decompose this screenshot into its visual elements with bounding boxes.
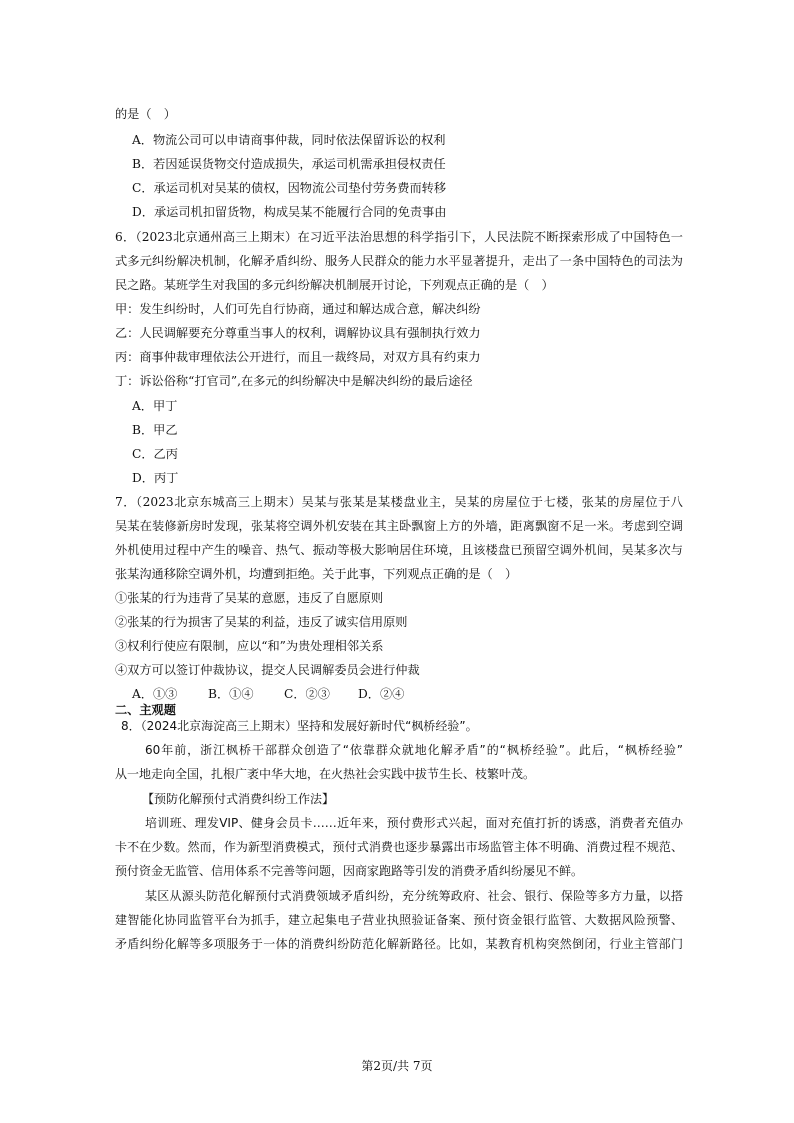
q7-options-row bbox=[132, 686, 404, 702]
q6-statement-jia: 甲：发生纠纷时，人们可先自行协商，通过和解达成合意，解决纠纷 bbox=[115, 302, 481, 316]
q6-option-b: B．甲乙 bbox=[132, 423, 178, 437]
q8-para1-line-1: 60年前，浙江枫桥干部群众创造了“依靠群众就地化解矛盾”的“枫桥经验”。此后，“枫桥经验” bbox=[145, 743, 683, 757]
q7-statement-1: ①张某的行为违背了吴某的意愿，违反了自愿原则 bbox=[115, 591, 384, 605]
q8-para3-line-2: 建智能化协同监管平台为抓手，建立起集电子营业执照验证备案、预付资金银行监管、大数据风险预警、 bbox=[115, 913, 683, 927]
q6-statement-bing: 丙：商事仲裁审理依法公开进行，而且一裁终局，对双方具有约束力 bbox=[115, 350, 481, 364]
q7-stem-line-1: 7．（2023北京东城高三上期末）吴某与张某是某楼盘业主，吴某的房屋位于七楼，张某的房屋位于八 bbox=[115, 495, 683, 509]
q7-option-a: A．①③ bbox=[132, 687, 178, 701]
q7-statement-2: ②张某的行为损害了吴某的利益，违反了诚实信用原则 bbox=[115, 615, 408, 629]
q7-stem-line-2: 吴某在装修新房时发现，张某将空调外机安装在其主卧飘窗上方的外墙，距离飘窗不足一米。考虑到空调 bbox=[115, 519, 683, 533]
q5-option-c: C．承运司机对吴某的债权，因物流公司垫付劳务费而转移 bbox=[132, 181, 447, 195]
q7-statement-4: ④双方可以签订仲裁协议，提交人民调解委员会进行仲裁 bbox=[115, 663, 420, 677]
q6-statement-ding: 丁：诉讼俗称“打官司”,在多元的纠纷解决中是解决纠纷的最后途径 bbox=[115, 374, 473, 388]
q6-stem-line-3: 民之路。某班学生对我国的多元纠纷解决机制展开讨论，下列观点正确的是（ ） bbox=[115, 278, 554, 292]
q7-statement-3: ③权利行使应有限制，应以“和”为贵处理相邻关系 bbox=[115, 639, 384, 653]
q6-option-d: D．丙丁 bbox=[132, 471, 179, 485]
q8-para3-line-3: 矛盾纠纷化解等多项服务于一体的消费纠纷防范化解新路径。比如，某教育机构突然倒闭，行业主管部门 bbox=[115, 937, 683, 951]
q8-para2-line-1: 培训班、理发VIP、健身会员卡……近年来，预付费形式兴起，面对充值打折的诱惑，消费者充值办 bbox=[145, 816, 683, 830]
q7-option-c: C．②③ bbox=[284, 687, 330, 701]
q7-stem-line-3: 外机使用过程中产生的噪音、热气、振动等极大影响居住环境，且该楼盘已预留空调外机间，吴某多次与 bbox=[115, 543, 683, 557]
q8-para1-line-2: 从一地走向全国，扎根广袤中华大地，在火热社会实践中拔节生长、枝繁叶茂。 bbox=[115, 767, 536, 781]
q7-option-b: B．①④ bbox=[208, 687, 254, 701]
q8-para2-line-2: 卡不在少数。然而，作为新型消费模式，预付式消费也逐步暴露出市场监管主体不明确、消费过程不规范、 bbox=[115, 840, 683, 854]
q5-option-a: A．物流公司可以申请商事仲裁，同时依法保留诉讼的权利 bbox=[132, 133, 446, 147]
q6-stem-line-2: 式多元纠纷解决机制，化解矛盾纠纷、服务人民群众的能力水平显著提升，走出了一条中国特色的司法为 bbox=[115, 254, 683, 268]
q8-para3-line-1: 某区从源头防范化解预付式消费领域矛盾纠纷，充分统筹政府、社会、银行、保险等多方力量，以搭 bbox=[145, 889, 683, 903]
q8-para2-line-3: 预付资金无监管、信用体系不完善等问题，因商家跑路等引发的消费矛盾纠纷屡见不鲜。 bbox=[115, 864, 584, 878]
q6-stem-line-1: 6．（2023北京通州高三上期末）在习近平法治思想的科学指引下，人民法院不断探索形成了中国特色一 bbox=[115, 230, 683, 244]
q6-statement-yi: 乙：人民调解要充分尊重当事人的权利，调解协议具有强制执行效力 bbox=[115, 326, 481, 340]
q6-option-a: A．甲丁 bbox=[132, 399, 178, 413]
q7-stem-line-4: 张某沟通移除空调外机，均遭到拒绝。关于此事，下列观点正确的是（ ） bbox=[115, 567, 518, 581]
q8-title: 8．（2024北京海淀高三上期末）坚持和发展好新时代“枫桥经验”。 bbox=[121, 719, 478, 733]
q6-option-c: C．乙丙 bbox=[132, 447, 178, 461]
q5-option-b: B．若因延误货物交付造成损失，承运司机需承担侵权责任 bbox=[132, 157, 446, 171]
q8-subtitle: 【预防化解预付式消费纠纷工作法】 bbox=[142, 792, 335, 806]
q5-stem-tail: 的是（ ） bbox=[115, 107, 176, 121]
page-footer: 第2页/共 7页 bbox=[361, 1059, 433, 1073]
q5-option-d: D．承运司机扣留货物，构成吴某不能履行合同的免责事由 bbox=[132, 205, 447, 219]
q7-option-d: D．②④ bbox=[358, 687, 405, 701]
section-heading: 二、主观题 bbox=[115, 703, 176, 717]
